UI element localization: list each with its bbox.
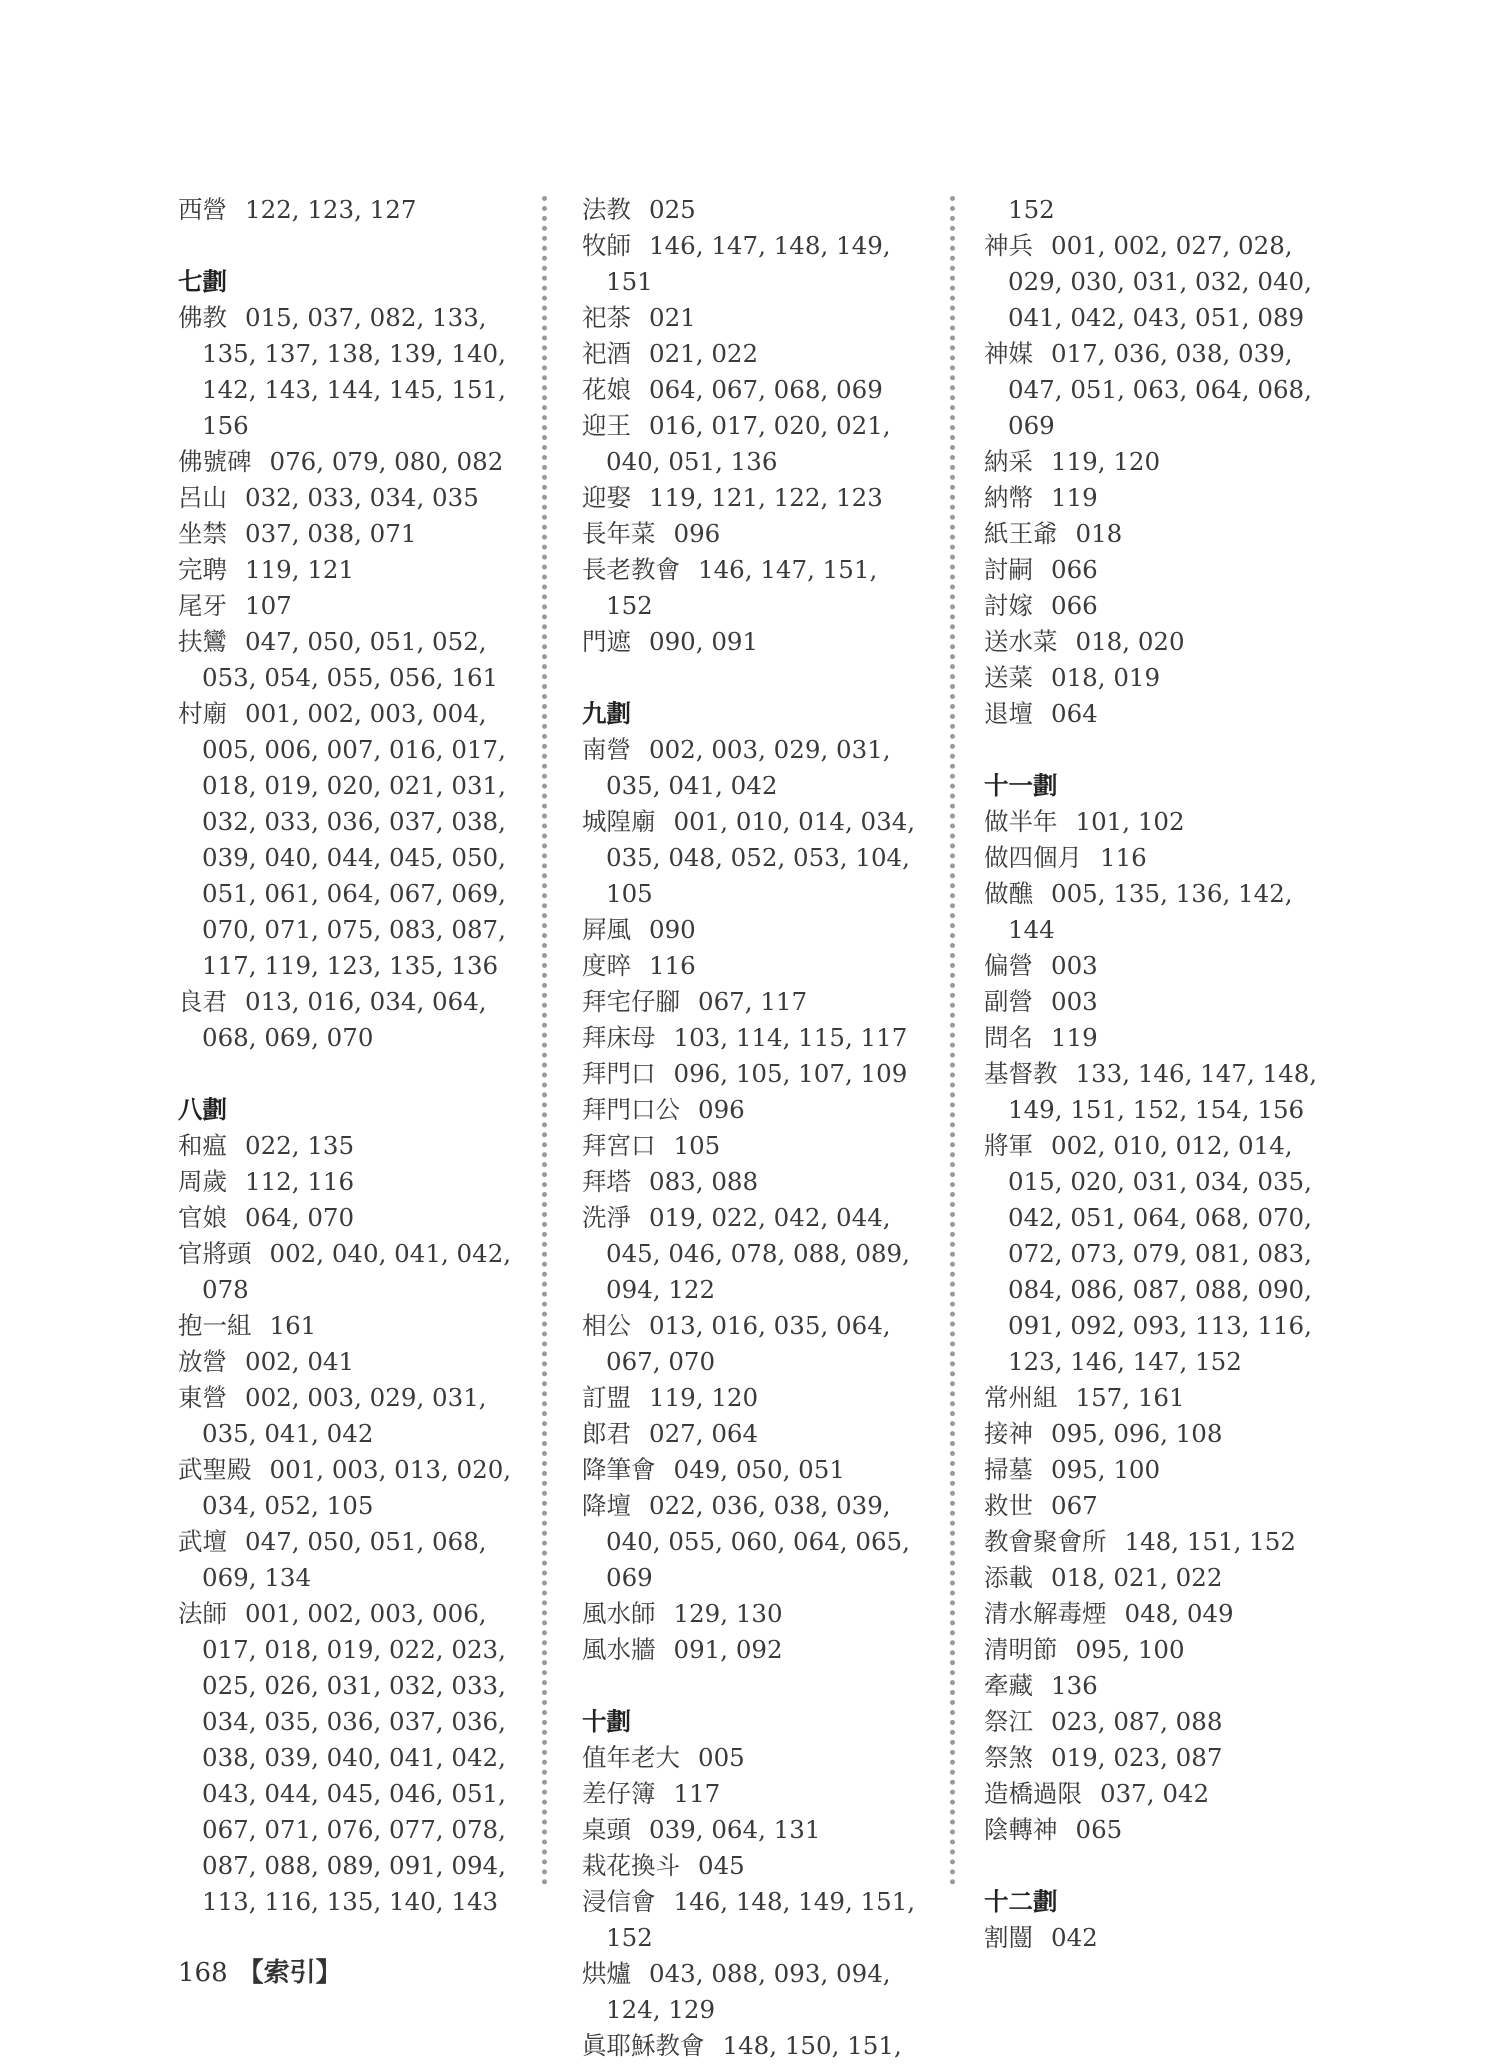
index-pages: 105 (673, 1131, 721, 1160)
index-term: 法教 (582, 195, 631, 224)
index-entry (178, 300, 518, 444)
index-pages: 019, 022, 042, 044, 045, 046, 078, 088, 089, 094, 122 (606, 1203, 910, 1304)
index-pages: 148, 150, 151, (722, 2031, 902, 2060)
index-pages: 018 (1075, 519, 1123, 548)
index-pages: 043, 088, 093, 094, 124, 129 (606, 1959, 891, 2024)
index-entry (582, 516, 922, 552)
index-entry (582, 732, 922, 804)
index-pages: 090, 091 (649, 627, 759, 656)
index-pages: 001, 002, 003, 004, 005, 006, 007, 016, 017, 018, 019, 020, 021, 031, 032, 033, 036, 037, 038, 039, 040, 044, 045, 050, 051, 061, 064, 067, 069, 070, 071, 075, 083, 087, 117, 119, 123, 135, 136 (202, 699, 506, 980)
index-pages: 002, 041 (245, 1347, 355, 1376)
index-pages: 129, 130 (673, 1599, 783, 1628)
index-entry (984, 1920, 1329, 1956)
index-pages: 148, 151, 152 (1124, 1527, 1296, 1556)
index-pages: 116 (1100, 843, 1147, 872)
index-entry (984, 660, 1329, 696)
page-number: 168 (178, 1958, 228, 1988)
index-pages: 048, 049 (1124, 1599, 1234, 1628)
index-entry (582, 1488, 922, 1596)
index-pages: 112, 116 (245, 1167, 355, 1196)
index-term: 郎君 (582, 1419, 631, 1448)
index-term: 紙王爺 (984, 519, 1058, 548)
index-term: 拜門口 (582, 1059, 656, 1088)
index-pages: 161 (269, 1311, 317, 1340)
index-term: 差仔簿 (582, 1779, 656, 1808)
index-term: 祀茶 (582, 303, 631, 332)
index-term: 抱一組 (178, 1311, 252, 1340)
index-pages: 091, 092 (673, 1635, 783, 1664)
index-term: 拜宮口 (582, 1131, 656, 1160)
index-entry (582, 1884, 922, 1956)
index-term: 清明節 (984, 1635, 1058, 1664)
index-pages: 076, 079, 080, 082 (269, 447, 504, 476)
index-term: 訂盟 (582, 1383, 631, 1412)
index-pages: 119 (1051, 483, 1098, 512)
index-entry (582, 480, 922, 516)
index-pages: 001, 010, 014, 034, 035, 048, 052, 053, 104, 105 (606, 807, 916, 908)
index-entry (582, 804, 922, 912)
index-pages: 066 (1051, 591, 1098, 620)
index-term: 桌頭 (582, 1815, 631, 1844)
index-pages: 013, 016, 034, 064, 068, 069, 070 (202, 987, 487, 1052)
index-pages: 018, 020 (1075, 627, 1185, 656)
index-term: 相公 (582, 1311, 631, 1340)
index-term: 救世 (984, 1491, 1033, 1520)
index-term: 城隍廟 (582, 807, 656, 836)
index-entry (582, 1380, 922, 1416)
index-term: 神媒 (984, 339, 1033, 368)
index-entry (582, 1416, 922, 1452)
index-entry-continuation: 152 (1008, 195, 1055, 224)
index-term: 栽花換斗 (582, 1851, 680, 1880)
index-term: 牧師 (582, 231, 631, 260)
index-entry (984, 552, 1329, 588)
index-term: 常州組 (984, 1383, 1058, 1412)
index-entry (178, 1200, 518, 1236)
index-pages: 022, 135 (245, 1131, 355, 1160)
index-entry (582, 1056, 922, 1092)
index-term: 度晬 (582, 951, 631, 980)
index-entry (582, 408, 922, 480)
index-entry (582, 1308, 922, 1380)
index-pages: 064, 067, 068, 069 (649, 375, 883, 404)
index-term: 拜宅仔腳 (582, 987, 680, 1016)
index-term: 副營 (984, 987, 1033, 1016)
index-term: 造橋過限 (984, 1779, 1082, 1808)
index-term: 東營 (178, 1383, 227, 1412)
index-entry (582, 372, 922, 408)
index-entry (582, 1200, 922, 1308)
index-entry (984, 840, 1329, 876)
index-entry (582, 336, 922, 372)
index-term: 祭江 (984, 1707, 1033, 1736)
index-pages: 047, 050, 051, 052, 053, 054, 055, 056, 161 (202, 627, 499, 692)
index-entry (984, 696, 1329, 732)
index-term: 拜門口公 (582, 1095, 680, 1124)
index-entry (178, 1164, 518, 1200)
index-term: 納幣 (984, 483, 1033, 512)
index-entry (582, 192, 922, 228)
index-pages: 002, 040, 041, 042, 078 (202, 1239, 512, 1304)
index-entry (984, 876, 1329, 948)
index-heading: 九劃 (582, 699, 631, 728)
index-term: 官將頭 (178, 1239, 252, 1268)
index-entry (582, 2028, 922, 2064)
index-entry (178, 1524, 518, 1596)
page-footer (178, 1952, 342, 1989)
index-term: 添載 (984, 1563, 1033, 1592)
index-term: 掃墓 (984, 1455, 1033, 1484)
index-pages: 117 (673, 1779, 721, 1808)
index-entry (178, 1308, 518, 1344)
index-term: 周歲 (178, 1167, 227, 1196)
index-pages: 119, 121 (245, 555, 355, 584)
index-term: 納采 (984, 447, 1033, 476)
index-term: 坐禁 (178, 519, 227, 548)
index-term: 做醮 (984, 879, 1033, 908)
index-pages: 049, 050, 051 (673, 1455, 845, 1484)
index-term: 扶鸞 (178, 627, 227, 656)
index-entry (178, 1344, 518, 1380)
index-entry (984, 1776, 1329, 1812)
index-entry (178, 1128, 518, 1164)
index-entry (984, 804, 1329, 840)
index-entry (984, 228, 1329, 336)
index-entry (582, 624, 922, 660)
index-term: 烘爐 (582, 1959, 631, 1988)
index-pages: 107 (245, 591, 292, 620)
index-entry (582, 948, 922, 984)
index-pages: 023, 087, 088 (1051, 1707, 1223, 1736)
index-entry (582, 1776, 922, 1812)
index-term: 教會聚會所 (984, 1527, 1107, 1556)
index-term: 牽藏 (984, 1671, 1033, 1700)
index-pages: 119 (1051, 1023, 1098, 1052)
index-pages: 065 (1075, 1815, 1123, 1844)
index-term: 拜塔 (582, 1167, 631, 1196)
index-pages: 002, 003, 029, 031, 035, 041, 042 (606, 735, 891, 800)
index-term: 偏營 (984, 951, 1033, 980)
index-pages: 090 (649, 915, 696, 944)
index-term: 村廟 (178, 699, 227, 728)
index-pages: 002, 003, 029, 031, 035, 041, 042 (202, 1383, 487, 1448)
index-entry (984, 1128, 1329, 1380)
index-term: 降筆會 (582, 1455, 656, 1484)
index-term: 長老教會 (582, 555, 680, 584)
index-entry (582, 1740, 922, 1776)
index-entry (582, 984, 922, 1020)
index-entry (178, 1380, 518, 1452)
index-term: 基督教 (984, 1059, 1058, 1088)
index-entry (178, 1452, 518, 1524)
index-entry (178, 480, 518, 516)
index-term: 花娘 (582, 375, 631, 404)
index-column-3 (984, 192, 1329, 1956)
index-entry (984, 1632, 1329, 1668)
index-term: 風水牆 (582, 1635, 656, 1664)
index-entry (582, 1812, 922, 1848)
index-term: 和瘟 (178, 1131, 227, 1160)
index-pages: 017, 036, 038, 039, 047, 051, 063, 064, 068, 069 (1008, 339, 1312, 440)
index-term: 佛教 (178, 303, 227, 332)
index-term: 討嫁 (984, 591, 1033, 620)
index-term: 做半年 (984, 807, 1058, 836)
index-term: 洗淨 (582, 1203, 631, 1232)
index-term: 拜床母 (582, 1023, 656, 1052)
column-separator (950, 196, 955, 1886)
index-entry (984, 480, 1329, 516)
index-entry (178, 192, 518, 228)
index-term: 西營 (178, 195, 227, 224)
index-entry (178, 1596, 518, 1920)
index-column-1 (178, 192, 518, 1920)
index-entry (582, 1020, 922, 1056)
index-entry (582, 1092, 922, 1128)
index-entry (984, 516, 1329, 552)
index-pages: 013, 016, 035, 064, 067, 070 (606, 1311, 891, 1376)
index-entry (582, 1596, 922, 1632)
index-entry (582, 1128, 922, 1164)
index-entry (582, 300, 922, 336)
index-term: 武聖殿 (178, 1455, 252, 1484)
index-column-2 (582, 192, 922, 2064)
index-pages: 015, 037, 082, 133, 135, 137, 138, 139, 140, 142, 143, 144, 145, 151, 156 (202, 303, 506, 440)
index-entry (984, 1812, 1329, 1848)
index-entry (178, 552, 518, 588)
index-entry (984, 1056, 1329, 1128)
index-entry (582, 1164, 922, 1200)
index-heading: 十劃 (582, 1707, 631, 1736)
index-pages: 095, 100 (1075, 1635, 1185, 1664)
index-entry (984, 444, 1329, 480)
index-entry (984, 948, 1329, 984)
index-entry (984, 1668, 1329, 1704)
index-pages: 001, 002, 027, 028, 029, 030, 031, 032, 040, 041, 042, 043, 051, 089 (1008, 231, 1312, 332)
index-entry (582, 912, 922, 948)
index-entry (178, 624, 518, 696)
index-entry (582, 1848, 922, 1884)
index-pages: 157, 161 (1075, 1383, 1185, 1412)
index-pages: 064 (1051, 699, 1098, 728)
index-entry (984, 1380, 1329, 1416)
index-term: 祀酒 (582, 339, 631, 368)
index-term: 討嗣 (984, 555, 1033, 584)
index-heading: 七劃 (178, 267, 227, 296)
index-term: 問名 (984, 1023, 1033, 1052)
index-pages: 119, 121, 122, 123 (649, 483, 883, 512)
index-term: 神兵 (984, 231, 1033, 260)
index-pages: 119, 120 (649, 1383, 759, 1412)
index-term: 送菜 (984, 663, 1033, 692)
index-pages: 101, 102 (1075, 807, 1185, 836)
index-entry (582, 1956, 922, 2028)
index-pages: 064, 070 (245, 1203, 355, 1232)
index-entry (984, 1704, 1329, 1740)
index-term: 門遮 (582, 627, 631, 656)
index-term: 佛號碑 (178, 447, 252, 476)
index-pages: 018, 021, 022 (1051, 1563, 1223, 1592)
index-heading: 八劃 (178, 1095, 227, 1124)
index-heading: 十二劃 (984, 1887, 1058, 1916)
index-term: 降壇 (582, 1491, 631, 1520)
index-term: 做四個月 (984, 843, 1082, 872)
index-pages: 032, 033, 034, 035 (245, 483, 479, 512)
index-pages: 122, 123, 127 (245, 195, 417, 224)
index-pages: 067, 117 (698, 987, 808, 1016)
index-entry (582, 1452, 922, 1488)
index-term: 完聘 (178, 555, 227, 584)
index-term: 將軍 (984, 1131, 1033, 1160)
index-pages: 047, 050, 051, 068, 069, 134 (202, 1527, 487, 1592)
index-term: 清水解毒煙 (984, 1599, 1107, 1628)
index-term: 接神 (984, 1419, 1033, 1448)
index-entry (984, 1452, 1329, 1488)
index-entry (984, 1524, 1329, 1560)
index-term: 官娘 (178, 1203, 227, 1232)
index-pages: 039, 064, 131 (649, 1815, 821, 1844)
index-pages: 019, 023, 087 (1051, 1743, 1223, 1772)
index-pages: 016, 017, 020, 021, 040, 051, 136 (606, 411, 891, 476)
index-pages: 083, 088 (649, 1167, 759, 1196)
index-entry (984, 1416, 1329, 1452)
index-pages: 025 (649, 195, 696, 224)
index-pages: 037, 042 (1100, 1779, 1210, 1808)
index-pages: 037, 038, 071 (245, 519, 417, 548)
index-term: 值年老大 (582, 1743, 680, 1772)
index-entry (178, 588, 518, 624)
index-term: 退壇 (984, 699, 1033, 728)
index-pages: 002, 010, 012, 014, 015, 020, 031, 034, 035, 042, 051, 064, 068, 070, 072, 073, 079, 081, 083, 084, 086, 087, 088, 090, 091, 092, 093, 113, 116, 123, 146, 147, 152 (1008, 1131, 1312, 1376)
index-entry (582, 552, 922, 624)
index-pages: 116 (649, 951, 696, 980)
index-term: 放營 (178, 1347, 227, 1376)
index-pages: 103, 114, 115, 117 (673, 1023, 908, 1052)
index-entry (984, 984, 1329, 1020)
index-pages: 146, 147, 148, 149, 151 (606, 231, 891, 296)
index-term: 屛風 (582, 915, 631, 944)
index-term: 祭煞 (984, 1743, 1033, 1772)
index-pages: 066 (1051, 555, 1098, 584)
index-pages: 005 (698, 1743, 745, 1772)
index-pages: 095, 096, 108 (1051, 1419, 1223, 1448)
index-pages: 095, 100 (1051, 1455, 1161, 1484)
index-pages: 005, 135, 136, 142, 144 (1008, 879, 1293, 944)
index-pages: 045 (698, 1851, 745, 1880)
section-label: 【索引】 (237, 1958, 342, 1988)
index-pages: 003 (1051, 987, 1098, 1016)
index-pages: 042 (1051, 1923, 1098, 1952)
index-entry (178, 516, 518, 552)
index-term: 眞耶穌教會 (582, 2031, 705, 2060)
index-pages: 119, 120 (1051, 447, 1161, 476)
index-pages: 136 (1051, 1671, 1098, 1700)
index-term: 南營 (582, 735, 631, 764)
index-entry (178, 696, 518, 984)
index-entry (984, 1560, 1329, 1596)
index-entry (984, 1740, 1329, 1776)
index-pages: 021 (649, 303, 696, 332)
index-entry (984, 1596, 1329, 1632)
index-entry (582, 1632, 922, 1668)
index-pages: 146, 148, 149, 151, 152 (606, 1887, 916, 1952)
index-term: 良君 (178, 987, 227, 1016)
index-term: 迎娶 (582, 483, 631, 512)
index-term: 迎王 (582, 411, 631, 440)
index-pages: 003 (1051, 951, 1098, 980)
column-separator (542, 196, 547, 1886)
index-term: 呂山 (178, 483, 227, 512)
index-entry (984, 1020, 1329, 1056)
index-entry (984, 336, 1329, 444)
index-pages: 027, 064 (649, 1419, 759, 1448)
index-term: 送水菜 (984, 627, 1058, 656)
index-term: 浸信會 (582, 1887, 656, 1916)
index-pages: 067 (1051, 1491, 1098, 1520)
index-entry (984, 624, 1329, 660)
index-pages: 018, 019 (1051, 663, 1161, 692)
index-heading: 十一劃 (984, 771, 1058, 800)
index-pages: 022, 036, 038, 039, 040, 055, 060, 064, 065, 069 (606, 1491, 910, 1592)
index-entry (582, 228, 922, 300)
index-pages: 096, 105, 107, 109 (673, 1059, 908, 1088)
index-pages: 096 (698, 1095, 745, 1124)
index-term: 武壇 (178, 1527, 227, 1556)
index-entry (178, 444, 518, 480)
index-pages: 001, 002, 003, 006, 017, 018, 019, 022, 023, 025, 026, 031, 032, 033, 034, 035, 036, 037, 036, 038, 039, 040, 041, 042, 043, 044, 045, 046, 051, 067, 071, 076, 077, 078, 087, 088, 089, 091, 094, 113, 116, 135, 140, 143 (202, 1599, 506, 1916)
index-term: 長年菜 (582, 519, 656, 548)
index-entry (178, 984, 518, 1056)
index-term: 尾牙 (178, 591, 227, 620)
index-pages: 133, 146, 147, 148, 149, 151, 152, 154, 156 (1008, 1059, 1318, 1124)
index-pages: 001, 003, 013, 020, 034, 052, 105 (202, 1455, 512, 1520)
index-term: 陰轉神 (984, 1815, 1058, 1844)
index-term: 割闓 (984, 1923, 1033, 1952)
index-pages: 096 (673, 519, 721, 548)
index-pages: 021, 022 (649, 339, 759, 368)
index-entry (984, 1488, 1329, 1524)
index-entry (984, 588, 1329, 624)
index-term: 法師 (178, 1599, 227, 1628)
index-pages: 146, 147, 151, 152 (606, 555, 878, 620)
index-term: 風水師 (582, 1599, 656, 1628)
index-entry (178, 1236, 518, 1308)
